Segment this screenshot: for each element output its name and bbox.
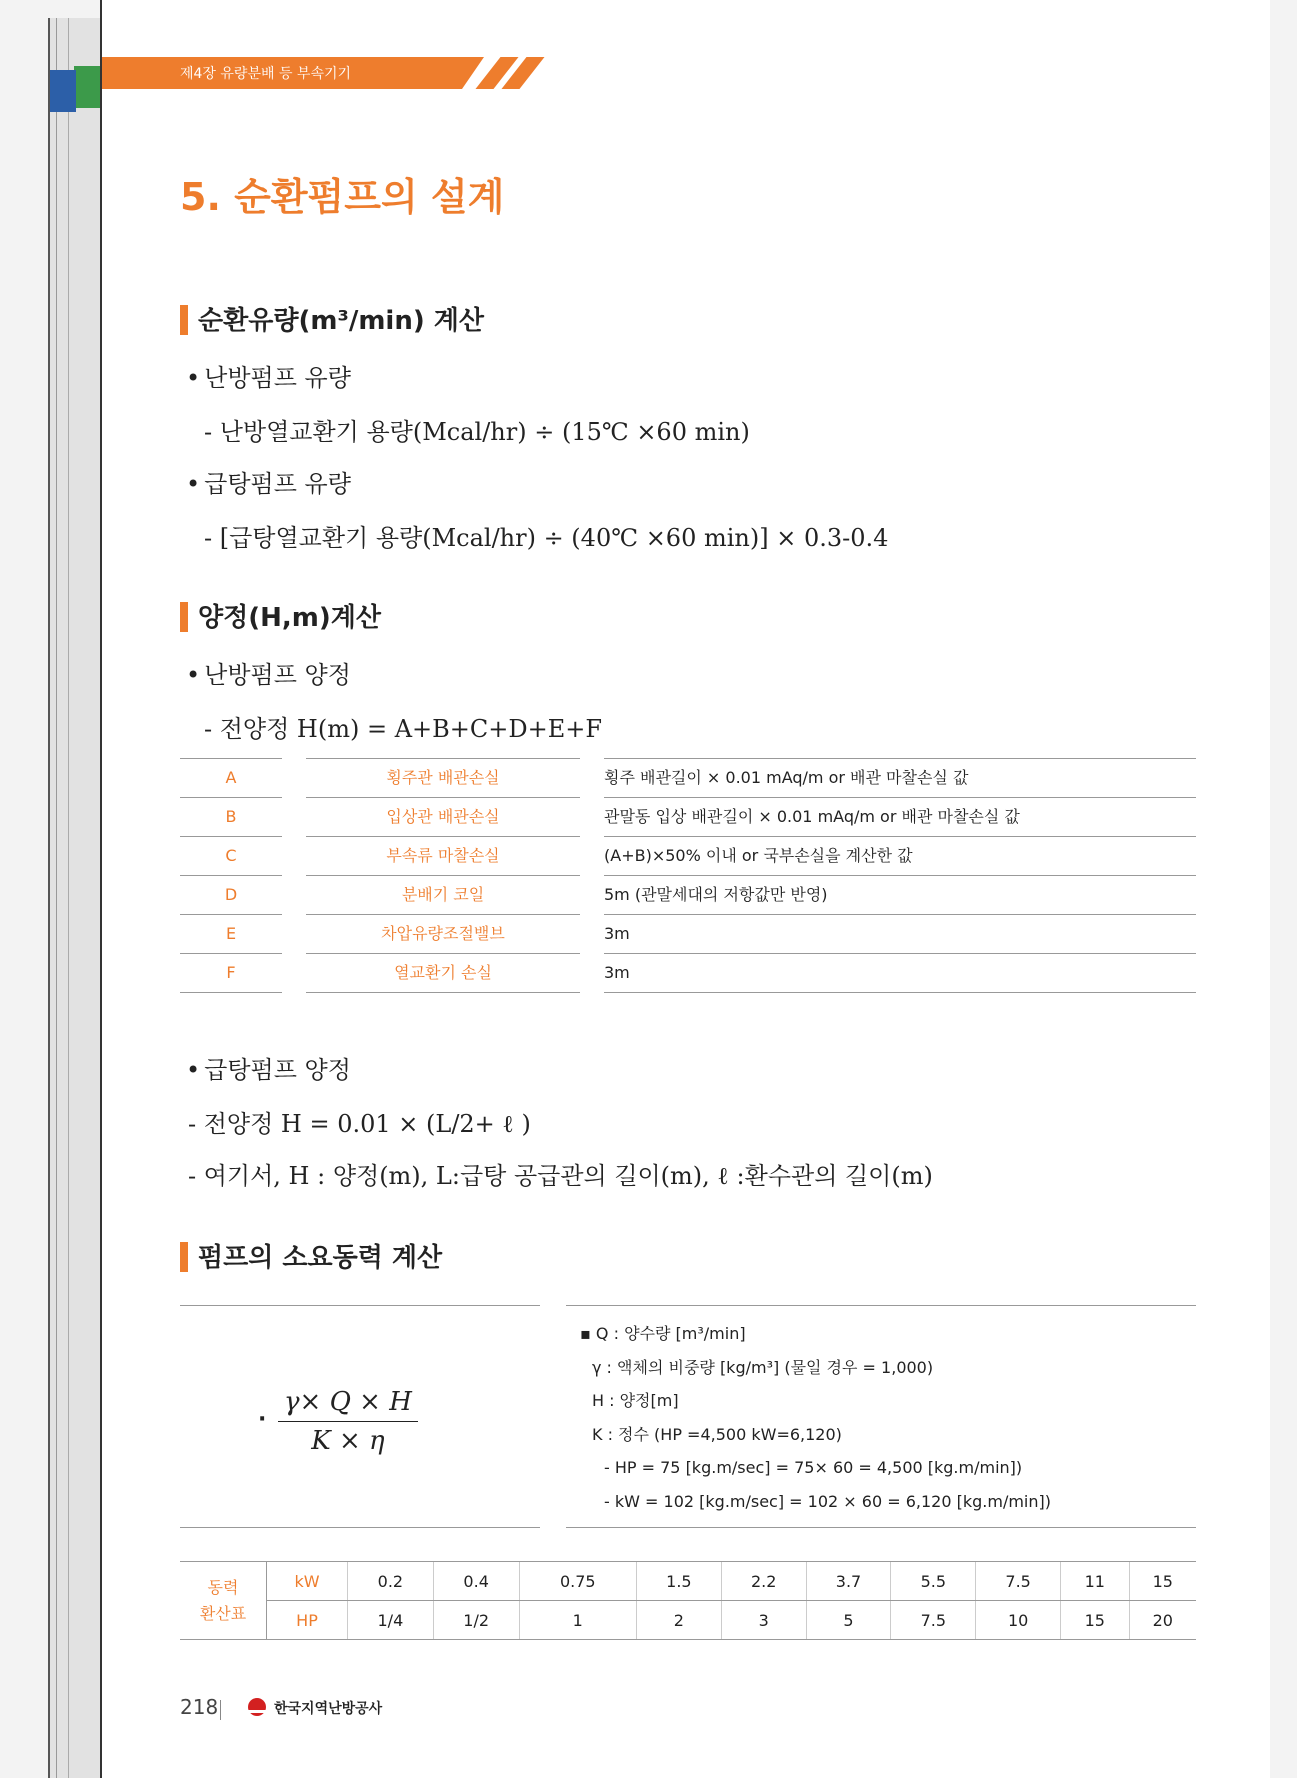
row-desc: 3m [604,953,1196,993]
table-row [180,914,1196,953]
row-name: 차압유량조절밸브 [306,914,580,953]
row-key: D [180,875,282,914]
section-heading-head [180,597,381,634]
section-heading-flow [180,300,484,337]
def-line: K : 정수 (HP =4,500 kW=6,120) [592,1424,842,1444]
bullet-hotwater-flow: • 급탕펌프 유량 [186,464,351,499]
page-title: 5. 순환펌프의 설계 [180,175,505,219]
row-name: 횡주관 배관손실 [306,758,580,797]
row-desc: 3m [604,914,1196,953]
hotwater-flow-formula: - [급탕열교환기 용량(Mcal/hr) ÷ (40℃ ×60 min)] × 0.3-0.4 [204,524,889,552]
table-row [180,1562,1196,1601]
formula-numerator: γ× Q × H [278,1387,418,1422]
bullet-hotwater-head: • 급탕펌프 양정 [186,1050,351,1085]
kw-cell: 5.5 [891,1562,976,1601]
row-key: C [180,836,282,875]
hp-cell: 10 [976,1601,1061,1640]
kw-cell: 15 [1129,1562,1196,1601]
book-edge [48,18,104,1778]
def-line: - HP = 75 [kg.m/sec] = 75× 60 = 4,500 [kg.m/min]) [604,1458,1023,1477]
row-desc: 관말동 입상 배관길이 × 0.01 mAq/m or 배관 마찰손실 값 [604,797,1196,836]
hp-cell: 1/2 [433,1601,519,1640]
def-line: H : 양정[m] [592,1391,679,1410]
row-desc: 횡주 배관길이 × 0.01 mAq/m or 배관 마찰손실 값 [604,758,1196,797]
table-row [180,758,1196,797]
bullet-heating-flow: • 난방펌프 유량 [186,358,351,393]
row-name: 분배기 코일 [306,875,580,914]
chapter-tab-green [74,66,100,108]
page-number: 218 [180,1695,219,1719]
row-name: 열교환기 손실 [306,953,580,993]
hp-cell: 5 [806,1601,891,1640]
power-formula [278,1387,418,1456]
table-row [180,1601,1196,1640]
hp-cell: 1/4 [348,1601,434,1640]
row-name: 입상관 배관손실 [306,797,580,836]
row-name: 부속류 마찰손실 [306,836,580,875]
hp-cell: 20 [1129,1601,1196,1640]
formula-denominator: K × η [311,1426,385,1456]
publisher-name: 한국지역난방공사 [274,1701,383,1717]
hp-cell: 1 [519,1601,636,1640]
table-row [180,797,1196,836]
row-key: F [180,953,282,993]
section-marker [180,602,188,632]
hotwater-head-legend: - 여기서, H : 양정(m), L:급탕 공급관의 길이(m), ℓ :환수관의 길이(m) [188,1162,933,1190]
head-loss-table [180,758,1196,992]
row-key: B [180,797,282,836]
kw-cell: 7.5 [976,1562,1061,1601]
unit-hp: HP [267,1601,348,1640]
kw-cell: 2.2 [721,1562,806,1601]
power-formula-box [180,1305,1196,1529]
def-line: - kW = 102 [kg.m/sec] = 102 × 60 = 6,120 [kg.m/min]) [604,1491,1051,1511]
hp-cell: 2 [636,1601,721,1640]
chapter-title: 제4장 유량분배 등 부속기기 [180,66,352,82]
hp-cell: 15 [1061,1601,1129,1640]
section-marker [180,305,188,335]
kw-cell: 0.4 [433,1562,519,1601]
footer-divider [220,1700,221,1720]
hp-cell: 3 [721,1601,806,1640]
kw-cell: 1.5 [636,1562,721,1601]
row-key: E [180,914,282,953]
kw-cell: 0.75 [519,1562,636,1601]
unit-kw: kW [267,1562,348,1601]
row-key: A [180,758,282,797]
section-heading-text: 펌프의 소요동력 계산 [198,1243,443,1273]
hotwater-head-formula: - 전양정 H = 0.01 × (L/2+ ℓ ) [188,1110,531,1138]
formula-bullet: · [258,1407,267,1432]
table-label: 동력 환산표 [180,1562,267,1640]
kw-cell: 11 [1061,1562,1129,1601]
page [100,0,1270,1778]
row-desc: 5m (관말세대의 저항값만 반영) [604,875,1196,914]
hp-cell: 7.5 [891,1601,976,1640]
kw-cell: 3.7 [806,1562,891,1601]
def-line: ▪ Q : 양수량 [m³/min] [580,1324,746,1343]
table-row [180,836,1196,875]
bullet-heating-head: • 난방펌프 양정 [186,655,351,690]
def-line: γ : 액체의 비중량 [kg/m³] (물일 경우 = 1,000) [592,1357,934,1377]
section-heading-text: 순환유량(m³/min) 계산 [198,306,485,336]
row-desc: (A+B)×50% 이내 or 국부손실을 계산한 값 [604,836,1196,875]
chapter-tab-blue [50,70,76,112]
section-heading-text: 양정(H,m)계산 [198,603,381,633]
table-row [180,875,1196,914]
publisher-logo-icon [248,1698,266,1716]
section-marker [180,1242,188,1272]
formula-definitions [580,1317,1051,1518]
heating-flow-formula: - 난방열교환기 용량(Mcal/hr) ÷ (15℃ ×60 min) [204,418,750,446]
table-row [180,953,1196,992]
kw-cell: 0.2 [348,1562,434,1601]
power-conversion-table [180,1561,1196,1640]
total-head-formula: - 전양정 H(m) = A+B+C+D+E+F [204,715,602,743]
section-heading-power [180,1237,442,1274]
